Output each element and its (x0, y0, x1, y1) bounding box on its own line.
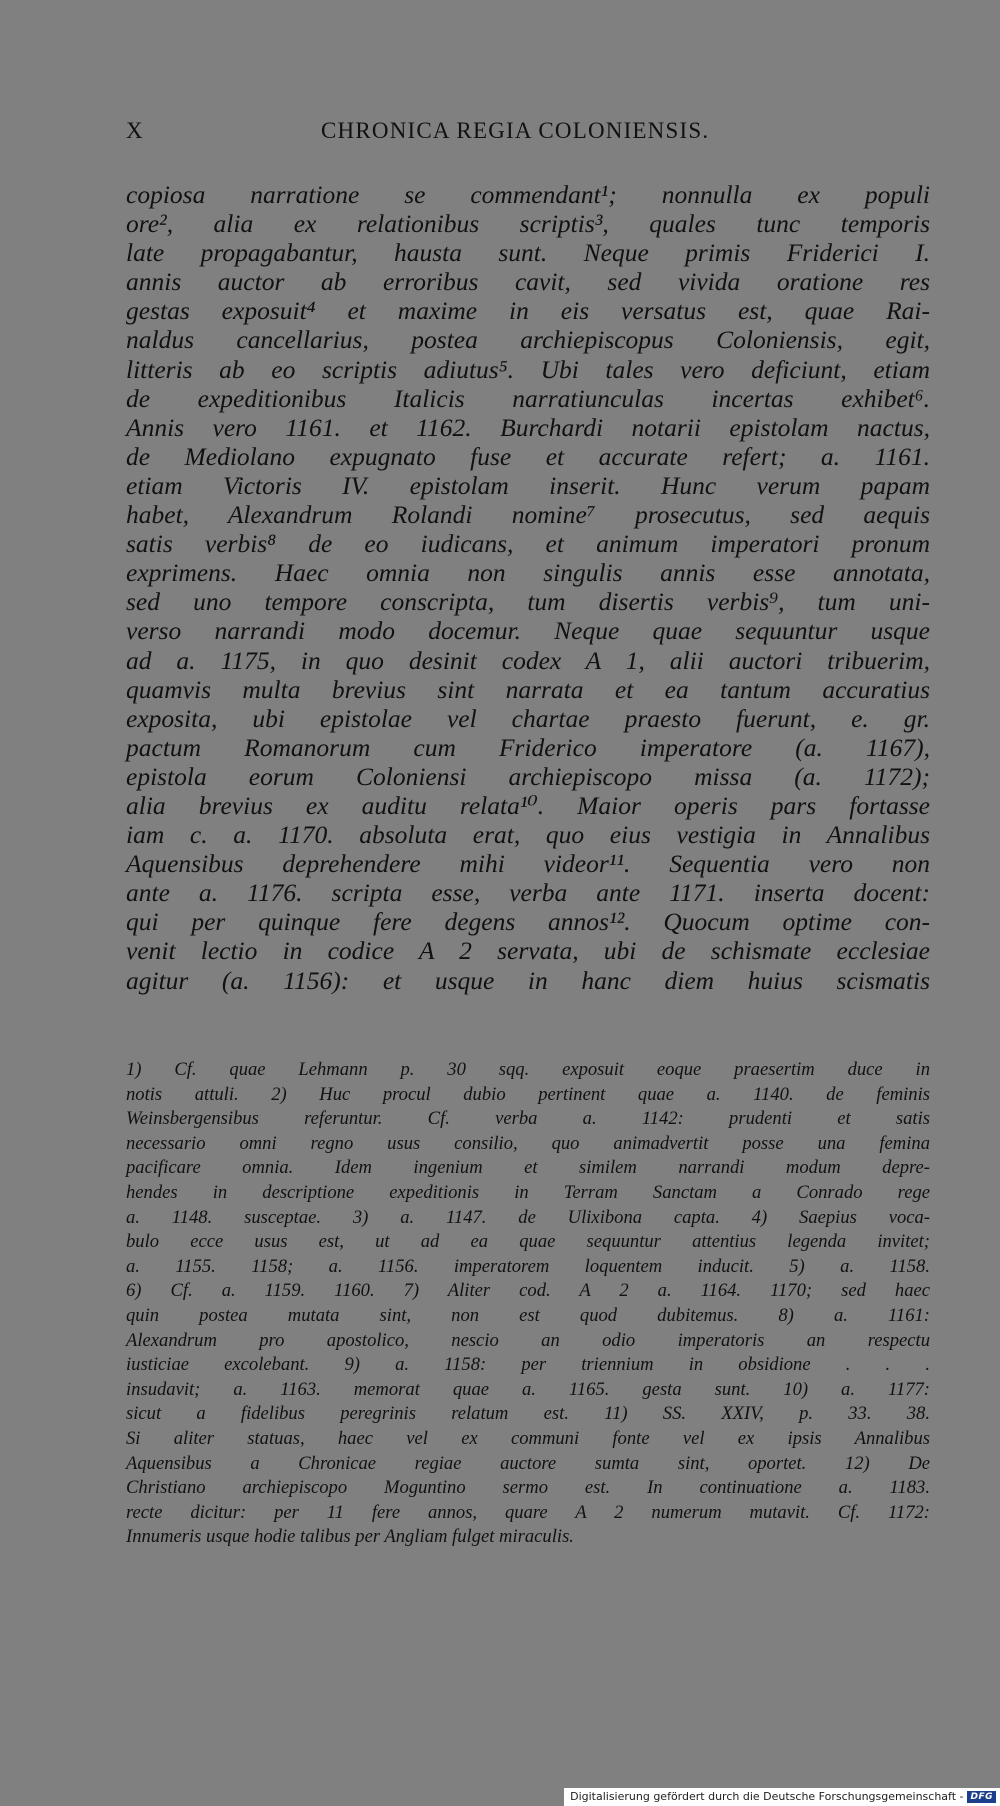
footnote-line: Christiano archiepiscopo Moguntino sermo est. In continuatione a. 1183. (126, 1477, 930, 1499)
text-line: quamvis multa brevius sint narrata et ea tantum accuratius (126, 674, 930, 704)
text-line: annis auctor ab erroribus cavit, sed vivida oratione res (126, 267, 930, 297)
text-line: de Mediolano expugnato fuse et accurate refert; a. 1161. (126, 441, 930, 471)
text-line: ad a. 1175, in quo desinit codex A 1, alii auctori tribuerim, (126, 645, 930, 675)
text-line: venit lectio in codice A 2 servata, ubi de schismate ecclesiae (126, 936, 930, 966)
footnote-line: insudavit; a. 1163. memorat quae a. 1165. gesta sunt. 10) a. 1177: (126, 1378, 930, 1400)
footnote-line: quin postea mutata sint, non est quod dubitemus. 8) a. 1161: (126, 1304, 930, 1326)
text-line: habet, Alexandrum Rolandi nomine⁷ prosecutus, sed aequis (126, 500, 930, 530)
text-line: Annis vero 1161. et 1162. Burchardi notarii epistolam nactus, (126, 412, 930, 442)
text-line: exposita, ubi epistolae vel chartae praesto fuerunt, e. gr. (126, 703, 930, 733)
text-line: naldus cancellarius, postea archiepiscopus Coloniensis, egit, (126, 325, 930, 355)
footnote-line: bulo ecce usus est, ut ad ea quae sequuntur attentius legenda invitet; (126, 1231, 930, 1253)
text-line: copiosa narratione se commendant¹; nonnulla ex populi (126, 180, 930, 209)
text-line: epistola eorum Coloniensi archiepiscopo missa (a. 1172); (126, 761, 930, 791)
main-text (126, 180, 930, 995)
footnote-line: Si aliter statuas, haec vel ex communi fonte vel ex ipsis Annalibus (126, 1427, 930, 1449)
footnote-line: 1) Cf. quae Lehmann p. 30 sqq. exposuit eoque praesertim duce in (126, 1059, 930, 1080)
footnote-line: Alexandrum pro apostolico, nescio an odio imperatoris an respectu (126, 1329, 930, 1351)
footnote-line: sicut a fidelibus peregrinis relatum est. 11) SS. XXIV, p. 33. 38. (126, 1403, 930, 1425)
digitization-credit (564, 1788, 1000, 1806)
footnote-line: Aquensibus a Chronicae regiae auctore sumta sint, oportet. 12) De (126, 1452, 930, 1474)
text-line: etiam Victoris IV. epistolam inserit. Hunc verum papam (126, 470, 930, 500)
text-line: qui per quinque fere degens annos¹². Quocum optime con- (126, 907, 930, 937)
running-head (126, 118, 930, 148)
text-line: agitur (a. 1156): et usque in hanc diem huius scismatis (126, 965, 930, 995)
footnote-line: Innumeris usque hodie talibus per Angliam fulget miraculis. (126, 1526, 574, 1548)
text-line: verso narrandi modo docemur. Neque quae sequuntur usque (126, 616, 930, 646)
footnote-line: recte dicitur: per 11 fere annos, quare A 2 numerum mutavit. Cf. 1172: (126, 1501, 930, 1523)
text-line: gestas exposuit⁴ et maxime in eis versatus est, quae Rai- (126, 296, 930, 326)
footnote-line: Weinsbergensibus referuntur. Cf. verba a. 1142: prudenti et satis (126, 1108, 930, 1130)
text-line: litteris ab eo scriptis adiutus⁵. Ubi tales vero deficiunt, etiam (126, 354, 930, 384)
text-line: iam c. a. 1170. absoluta erat, quo eius vestigia in Annalibus (126, 820, 930, 850)
footnote-line: hendes in descriptione expeditionis in Terram Sanctam a Conrado rege (126, 1181, 930, 1203)
footnote-line: iusticiae excolebant. 9) a. 1158: per triennium in obsidione . . . (126, 1354, 930, 1376)
page-title: CHRONICA REGIA COLONIENSIS. (321, 118, 710, 143)
text-line: exprimens. Haec omnia non singulis annis esse annotata, (126, 558, 930, 588)
page-number: X (126, 118, 144, 143)
footnotes (126, 1058, 930, 1550)
footnote-line: necessario omni regno usus consilio, quo animadvertit posse una femina (126, 1132, 930, 1154)
text-line: sed uno tempore conscripta, tum disertis verbis⁹, tum uni- (126, 587, 930, 617)
footnote-line: pacificare omnia. Idem ingenium et similem narrandi modum depre- (126, 1157, 930, 1179)
text-line: pactum Romanorum cum Friderico imperatore (a. 1167), (126, 732, 930, 762)
text-line: alia brevius ex auditu relata¹⁰. Maior operis pars fortasse (126, 790, 930, 820)
footnote-line: a. 1148. susceptae. 3) a. 1147. de Ulixibona capta. 4) Saepius voca- (126, 1206, 930, 1228)
text-line: de expeditionibus Italicis narratiunculas incertas exhibet⁶. (126, 383, 930, 413)
text-line: ante a. 1176. scripta esse, verba ante 1171. inserta docent: (126, 878, 930, 908)
dfg-logo-icon: DFG (967, 1791, 996, 1803)
text-line: ore², alia ex relationibus scriptis³, quales tunc temporis (126, 209, 930, 239)
text-line: late propagabantur, hausta sunt. Neque primis Friderici I. (126, 238, 930, 268)
text-line: Aquensibus deprehendere mihi videor¹¹. Sequentia vero non (126, 849, 930, 879)
text-line: satis verbis⁸ de eo iudicans, et animum imperatori pronum (126, 529, 930, 559)
credit-text: Digitalisierung gefördert durch die Deutsche Forschungsgemeinschaft - (570, 1790, 964, 1803)
footnote-line: 6) Cf. a. 1159. 1160. 7) Aliter cod. A 2 a. 1164. 1170; sed haec (126, 1280, 930, 1302)
footnote-line: a. 1155. 1158; a. 1156. imperatorem loquentem inducit. 5) a. 1158. (126, 1255, 930, 1277)
footnote-line: notis attuli. 2) Huc procul dubio pertinent quae a. 1140. de feminis (126, 1083, 930, 1105)
